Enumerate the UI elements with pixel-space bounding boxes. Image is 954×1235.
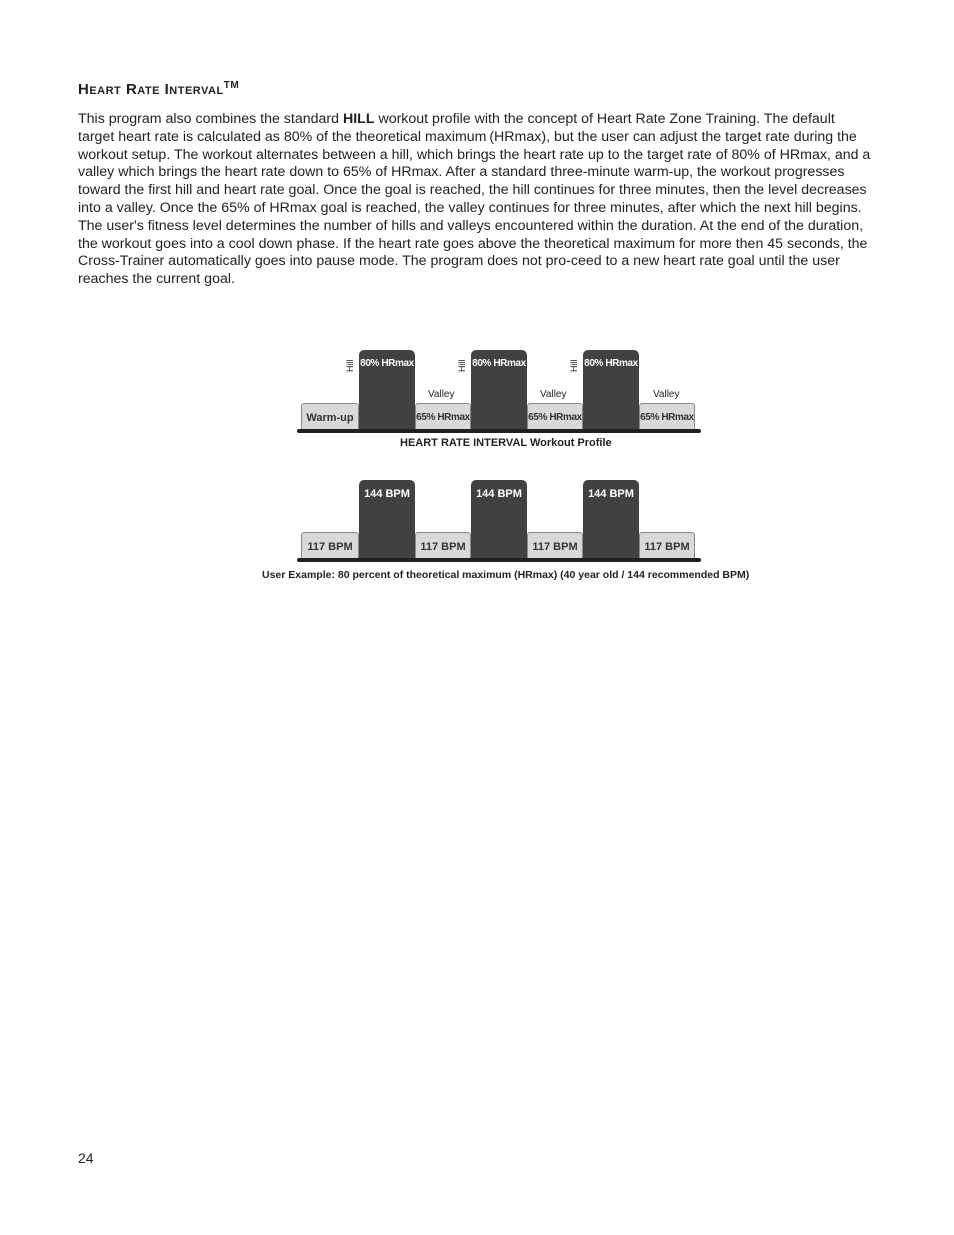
paragraph-part2: workout profile with the concept of Heart Rate Zone Training. The default target heart rate is calculated as 80% of the theoretical maximum (HRmax), but the user can adjust the target rate during the workout setup. The workout alternates between a hill, which brings the heart rate up to the target rate of 80% of HRmax, and a valley which brings the heart rate down to 65% of HRmax. After a standard three-minute warm-up, the workout progresses toward the first hill and heart rate goal. Once the goal is reached, the hill continues for three minutes, then the level decreases into a valley. Once the 65% of HRmax goal is reached, the valley continues for three minutes, after which the next hill begins. The user's fitness level determines the number of hills and valleys encountered within the duration. At the end of the duration, the workout goes into a cool down phase. If the heart rate goes above the theoretical maximum for more then 45 seconds, the Cross-Trainer automatically goes into pause mode. The program does not pro-ceed to a new heart rate goal until the user reaches the current goal. bbox=[78, 111, 871, 288]
profile2-low-label-2: 117 BPM bbox=[420, 540, 466, 553]
profile2-low-label-4: 117 BPM bbox=[644, 540, 690, 553]
profile2-high-block-2 bbox=[471, 480, 527, 560]
heading-title: Heart Rate Interval bbox=[78, 81, 224, 98]
profile2-low-block-2 bbox=[415, 532, 471, 560]
profile1-warmup-label: Warm-up bbox=[306, 411, 354, 424]
profile1-caption: HEART RATE INTERVAL Workout Profile bbox=[400, 437, 612, 449]
profile2-high-block-1 bbox=[359, 480, 415, 560]
profile2-baseline bbox=[297, 558, 701, 562]
profile2-high-label-2: 144 BPM bbox=[476, 488, 522, 500]
profile2-low-label-1: 117 BPM bbox=[307, 540, 353, 553]
description-paragraph bbox=[78, 111, 873, 289]
profile1-hill-block-1 bbox=[359, 350, 415, 431]
profile1-valley-label-3: 65% HRmax bbox=[640, 412, 694, 423]
page-number: 24 bbox=[78, 1150, 94, 1166]
section-heading bbox=[78, 80, 239, 98]
profile1-valley-label-2: 65% HRmax bbox=[528, 412, 582, 423]
profile2-low-label-3: 117 BPM bbox=[532, 540, 578, 553]
profile1-warmup-block bbox=[301, 403, 359, 431]
profile2-high-label-3: 144 BPM bbox=[588, 488, 634, 500]
profile1-hill-block-2 bbox=[471, 350, 527, 431]
profile2-high-block-3 bbox=[583, 480, 639, 560]
profile1-valley-block-2 bbox=[527, 403, 583, 431]
profile1-hill-label-1: 80% HRmax bbox=[360, 358, 414, 369]
profile1-hill-tag-2: Hill bbox=[457, 359, 467, 372]
profile1-baseline bbox=[297, 429, 701, 433]
profile1-valley-tag-2: Valley bbox=[540, 389, 567, 400]
paragraph-bold-hill: HILL bbox=[342, 111, 375, 127]
profile1-valley-block-3 bbox=[639, 403, 695, 431]
profile1-valley-tag-1: Valley bbox=[428, 389, 455, 400]
paragraph-part1: This program also combines the standard bbox=[78, 111, 343, 127]
profile1-hill-label-2: 80% HRmax bbox=[472, 358, 526, 369]
profile2-high-label-1: 144 BPM bbox=[364, 488, 410, 500]
profile1-hill-block-3 bbox=[583, 350, 639, 431]
profile1-valley-block-1 bbox=[415, 403, 471, 431]
profile2-low-block-4 bbox=[639, 532, 695, 560]
profile2-caption: User Example: 80 percent of theoretical maximum (HRmax) (40 year old / 144 recommended BPM) bbox=[262, 569, 750, 581]
profile2-low-block-3 bbox=[527, 532, 583, 560]
profile1-hill-tag-3: Hill bbox=[569, 359, 579, 372]
profile1-hill-tag-1: Hill bbox=[345, 359, 355, 372]
profile1-valley-label-1: 65% HRmax bbox=[416, 412, 470, 423]
profile1-valley-tag-3: Valley bbox=[653, 389, 680, 400]
trademark-mark: TM bbox=[223, 80, 240, 91]
profile1-hill-label-3: 80% HRmax bbox=[584, 358, 638, 369]
profile2-low-block-1 bbox=[301, 532, 359, 560]
